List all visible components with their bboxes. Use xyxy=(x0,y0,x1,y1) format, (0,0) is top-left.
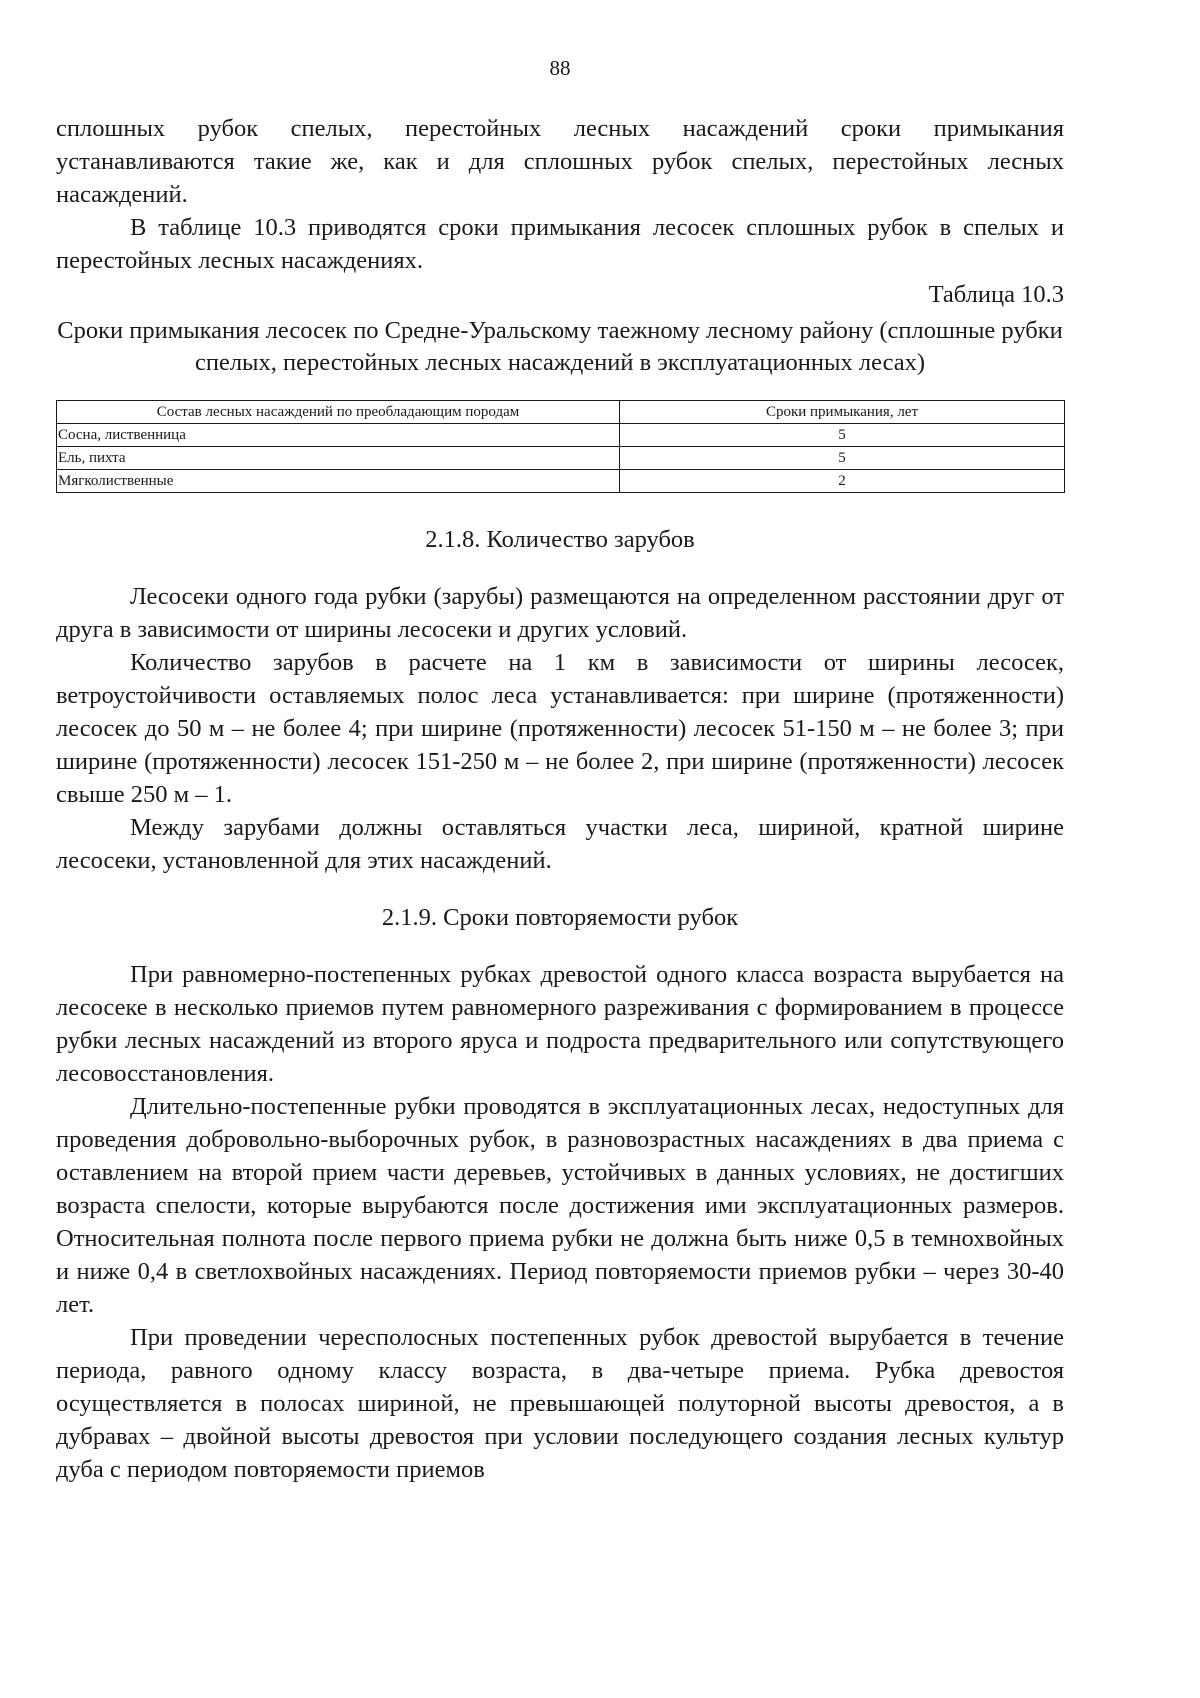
section-heading-2-1-8: 2.1.8. Количество зарубов xyxy=(425,526,695,553)
page-number: 88 xyxy=(549,56,571,80)
section-heading-2-1-9: 2.1.9. Сроки повторяемости рубок xyxy=(381,904,739,931)
row-species: Мягколиственные xyxy=(57,470,620,493)
table-label: Таблица 10.3 xyxy=(928,281,1064,308)
body-paragraph: При равномерно-постепенных рубках древостой одного класса возраста вырубается на лесосеке в несколько приемов путем равномерного разреживания с формированием в процессе рубки лесных насаждений из второго яруса и подроста предварительного или сопутствующего лесовосстановления. xyxy=(56,961,1064,1087)
body-paragraph: Между зарубами должны оставляться участки леса, шириной, кратной ширине лесосеки, установленной для этих насаждений. xyxy=(56,814,1064,874)
table-header-row xyxy=(57,401,1065,424)
table-row xyxy=(57,424,1065,447)
row-species: Ель, пихта xyxy=(57,447,620,470)
header-adjacency-term: Сроки примыкания, лет xyxy=(620,401,1065,424)
header-species-composition: Состав лесных насаждений по преобладающим породам xyxy=(57,401,620,424)
body-paragraph: Количество зарубов в расчете на 1 км в зависимости от ширины лесосек, ветроустойчивости оставляемых полос леса устанавливается: при ширине (протяженности) лесосек до 50 м – не более 4; при ширине (протяженности) лесосек 51-150 м – не более 3; при ширине (протяженности) лесосек 151-250 м – не более 2, при ширине (протяженности) лесосек свыше 250 м – 1. xyxy=(56,649,1064,808)
table-row xyxy=(57,470,1065,493)
cutting-terms-table xyxy=(56,400,1065,493)
row-term: 2 xyxy=(620,470,1065,493)
body-paragraph: Длительно-постепенные рубки проводятся в эксплуатационных лесах, недоступных для проведения добровольно-выборочных рубок, в разновозрастных насаждениях в два приема с оставлением на второй прием части деревьев, устойчивых в данных условиях, не достигших возраста спелости, которые вырубаются после достижения ими эксплуатационных размеров. Относительная полнота после первого приема рубки не должна быть ниже 0,5 в темнохвойных и ниже 0,4 в светлохвойных насаждениях. Период повторяемости приемов рубки – через 30-40 лет. xyxy=(56,1093,1064,1318)
row-term: 5 xyxy=(620,447,1065,470)
row-term: 5 xyxy=(620,424,1065,447)
page-content xyxy=(56,112,1064,1486)
table-row xyxy=(57,447,1065,470)
row-species: Сосна, лиственница xyxy=(57,424,620,447)
table-caption: Сроки примыкания лесосек по Средне-Уральскому таежному лесному району (сплошные рубки спелых, перестойных лесных насаждений в эксплуатационных лесах) xyxy=(57,317,1063,376)
continuation-paragraph: сплошных рубок спелых, перестойных лесных насаждений сроки примыкания устанавливаются такие же, как и для сплошных рубок спелых, перестойных лесных насаждений. xyxy=(56,115,1064,208)
table-intro-paragraph: В таблице 10.3 приводятся сроки примыкания лесосек сплошных рубок в спелых и перестойных лесных насаждениях. xyxy=(56,214,1064,274)
body-paragraph: Лесосеки одного года рубки (зарубы) размещаются на определенном расстоянии друг от друга в зависимости от ширины лесосеки и других условий. xyxy=(56,583,1064,643)
body-paragraph: При проведении чересполосных постепенных рубок древостой вырубается в течение периода, равного одному классу возраста, в два-четыре приема. Рубка древостоя осуществляется в полосах шириной, не превышающей полуторной высоты древостоя, а в дубравах – двойной высоты древостоя при условии последующего создания лесных культур дуба с периодом повторяемости приемов xyxy=(56,1324,1064,1483)
